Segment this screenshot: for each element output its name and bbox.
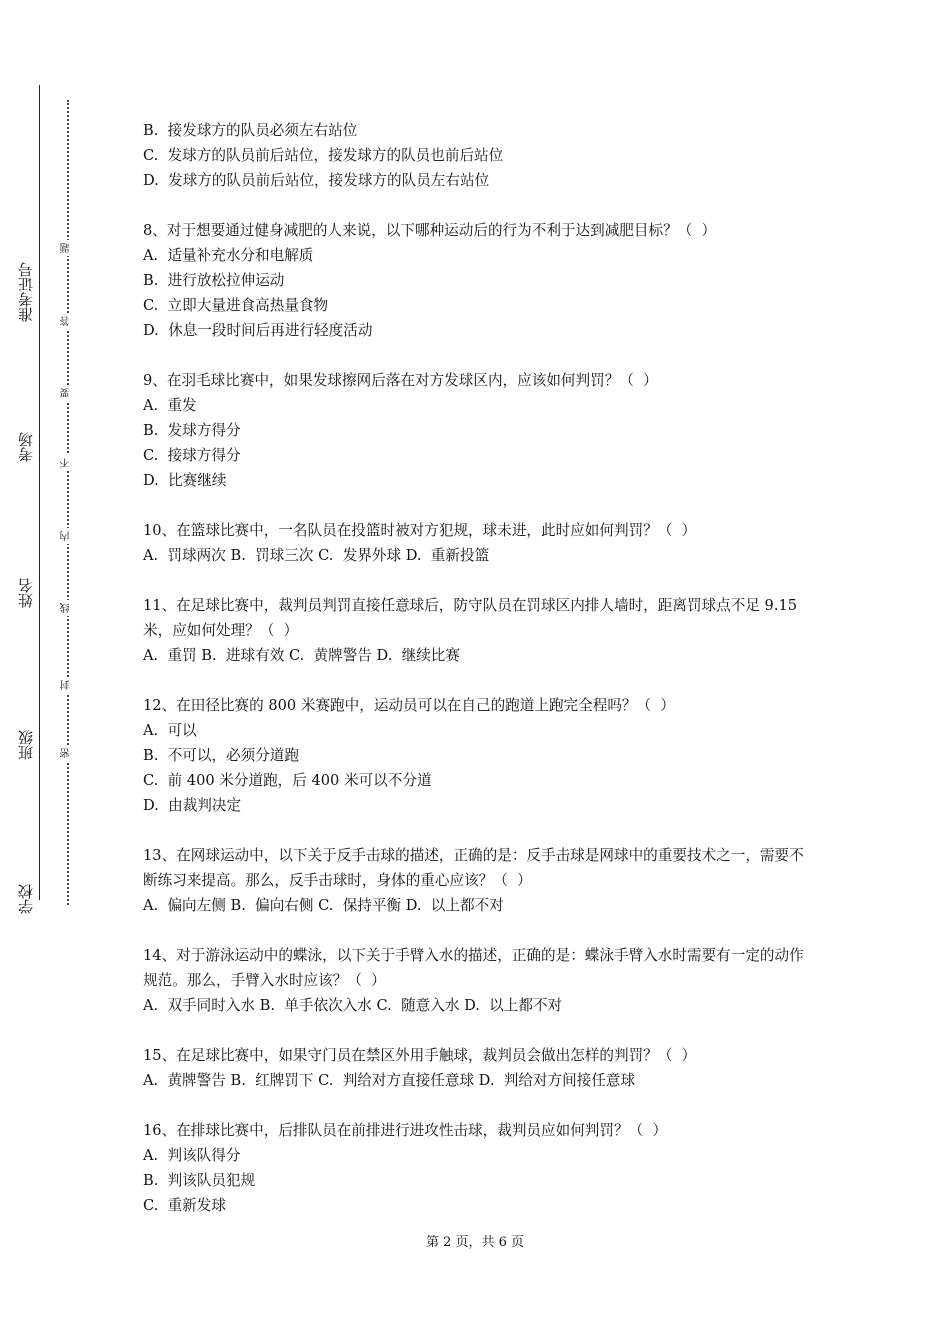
option: C. 立即大量进食高热量食物 [143, 297, 329, 314]
question-12 [143, 693, 813, 818]
option: B. 进行放松拉伸运动 [143, 272, 285, 289]
question-content [143, 118, 813, 1243]
option: A. 重发 [143, 397, 197, 414]
field-exam-room-label: 考场 [16, 428, 36, 466]
option-line: A. 罚球两次 B. 罚球三次 C. 发界外球 D. 重新投篮 [143, 547, 490, 564]
question-text: 13、在网球运动中，以下关于反手击球的描述，正确的是：反手击球是网球中的重要技术之一，需要不断练习来提高。那么，反手击球时，身体的重心应该？（ ） [143, 847, 804, 889]
page-number: 第 2 页，共 6 页 [425, 1235, 525, 1250]
option-line: A. 黄牌警告 B. 红牌罚下 C. 判给对方直接任意球 D. 判给对方间接任意球 [143, 1072, 636, 1089]
option: C. 接球方得分 [143, 447, 241, 464]
question-9 [143, 368, 813, 493]
option: D. 休息一段时间后再进行轻度活动 [143, 322, 373, 339]
option-line: A. 重罚 B. 进球有效 C. 黄牌警告 D. 继续比赛 [143, 647, 460, 664]
question-text: 12、在田径比赛的 800 米赛跑中，运动员可以在自己的跑道上跑完全程吗？（ ） [143, 697, 675, 714]
seal-char: 封 [60, 677, 74, 693]
option: A. 适量补充水分和电解质 [143, 247, 314, 264]
option: B. 接发球方的队员必须左右站位 [143, 122, 358, 139]
question-15 [143, 1043, 813, 1093]
option: A. 可以 [143, 722, 197, 739]
seal-dotted-line [67, 100, 69, 905]
seal-char: 要 [60, 385, 74, 401]
question-text: 14、对于游泳运动中的蝶泳，以下关于手臂入水的描述，正确的是：蝶泳手臂入水时需要有一定的动作规范。那么，手臂入水时应该？（ ） [143, 947, 804, 989]
option-line: A. 双手同时入水 B. 单手依次入水 C. 随意入水 D. 以上都不对 [143, 997, 563, 1014]
field-school-label: 学校 [16, 880, 36, 918]
option: D. 比赛继续 [143, 472, 227, 489]
option: B. 不可以，必须分道跑 [143, 747, 299, 764]
field-name-label: 姓名 [16, 574, 36, 612]
continued-options [143, 118, 813, 193]
seal-char: 不 [60, 455, 74, 471]
question-16 [143, 1118, 813, 1218]
question-8 [143, 218, 813, 343]
option-line: A. 偏向左侧 B. 偏向右侧 C. 保持平衡 D. 以上都不对 [143, 897, 504, 914]
option: D. 发球方的队员前后站位，接发球方的队员左右站位 [143, 172, 490, 189]
question-11 [143, 593, 813, 668]
option: C. 发球方的队员前后站位，接发球方的队员也前后站位 [143, 147, 504, 164]
question-10 [143, 518, 813, 568]
option: C. 前 400 米分道跑，后 400 米可以不分道 [143, 772, 432, 789]
question-14 [143, 943, 813, 1018]
option: A. 判该队得分 [143, 1147, 241, 1164]
option: B. 判该队员犯规 [143, 1172, 256, 1189]
seal-char: 答 [60, 313, 74, 329]
option: D. 由裁判决定 [143, 797, 242, 814]
seal-char: 内 [60, 528, 74, 544]
option: B. 发球方得分 [143, 422, 241, 439]
binding-line [39, 85, 40, 900]
question-text: 16、在排球比赛中，后排队员在前排进行进攻性击球，裁判员应如何判罚？（ ） [143, 1122, 668, 1139]
question-text: 9、在羽毛球比赛中，如果发球擦网后落在对方发球区内，应该如何判罚？（ ） [143, 372, 658, 389]
question-13 [143, 843, 813, 918]
field-class-label: 班级 [16, 726, 36, 764]
question-text: 11、在足球比赛中，裁判员判罚直接任意球后，防守队员在罚球区内排人墙时，距离罚球点不足 9.15 米，应如何处理？（ ） [143, 597, 802, 639]
seal-char: 线 [60, 600, 74, 616]
seal-char: 题 [60, 240, 74, 256]
seal-char: 密 [60, 745, 74, 761]
question-text: 8、对于想要通过健身减肥的人来说，以下哪种运动后的行为不利于达到减肥目标？（ ） [143, 222, 717, 239]
question-text: 15、在足球比赛中，如果守门员在禁区外用手触球，裁判员会做出怎样的判罚？（ ） [143, 1047, 697, 1064]
option: C. 重新发球 [143, 1197, 226, 1214]
field-exam-number-label: 准考证号 [16, 258, 36, 326]
question-text: 10、在篮球比赛中，一名队员在投篮时被对方犯规，球未进，此时应如何判罚？（ ） [143, 522, 697, 539]
